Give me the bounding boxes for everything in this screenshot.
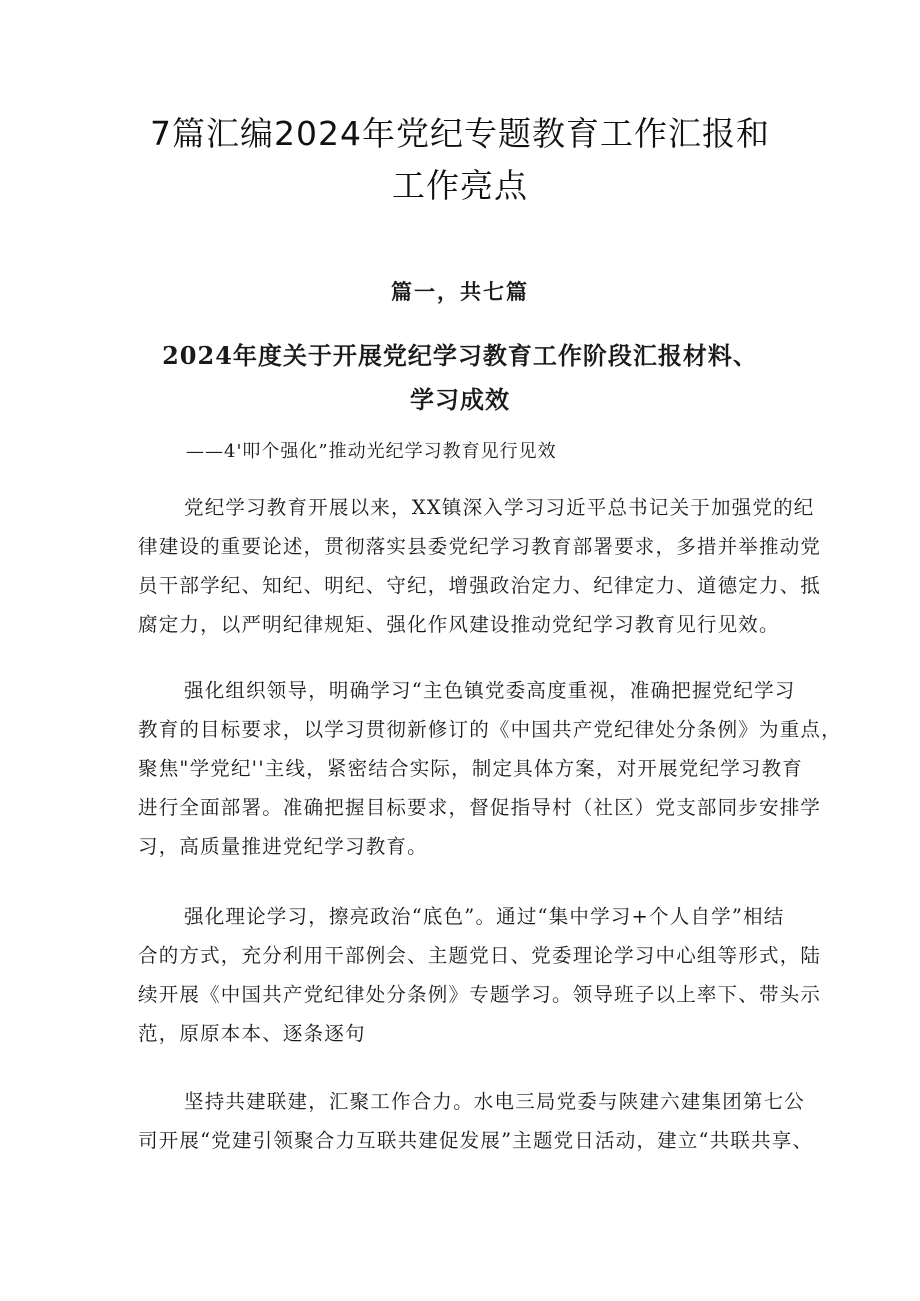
- part-label: 篇一，共七篇: [391, 279, 529, 304]
- paragraph-line: 司开展“党建引领聚合力互联共建促发展”主题党日活动，建立“共联共享、: [138, 1129, 814, 1152]
- paragraph-line: 范，原原本本、逐条逐句: [138, 1022, 366, 1045]
- subtitle-line: 学习成效: [410, 385, 510, 414]
- paragraph-line: 续开展《中国共产党纪律处分条例》专题学习。领导班子以上率下、带头示: [138, 983, 822, 1006]
- subtitle-line: 2024年度关于开展党纪学习教育工作阶段汇报材料、: [162, 341, 758, 370]
- paragraph-line: 进行全面部署。准确把握目标要求，督促指导村（社区）党支部同步安排学: [138, 796, 822, 819]
- body-paragraph: [138, 1082, 814, 1160]
- section-subtitle: [140, 334, 780, 422]
- body-paragraph: [138, 488, 822, 644]
- paragraph-line: 腐定力，以严明纪律规矩、强化作风建设推动党纪学习教育见行见效。: [138, 613, 780, 636]
- paragraph-line: 合的方式，充分利用干部例会、主题党日、党委理论学习中心组等形式，陆: [138, 944, 822, 967]
- title-line: 工作亮点: [392, 166, 528, 205]
- byline: ——4'叩个强化”推动光纪学习教育见行见效: [186, 441, 557, 462]
- paragraph-line: 党纪学习教育开展以来，XX镇深入学习习近平总书记关于加强党的纪: [184, 496, 815, 519]
- body-paragraph: [138, 897, 822, 1053]
- paragraph-line: 强化组织领导，明确学习“主色镇党委高度重视，准确把握党纪学习: [184, 679, 796, 702]
- paragraph-line: 强化理论学习，擦亮政治“底色”。通过“集中学习+个人自学”相结: [184, 905, 785, 928]
- paragraph-line: 律建设的重要论述，贯彻落实县委党纪学习教育部署要求，多措并举推动党: [138, 535, 822, 558]
- title-line: 7篇汇编2024年党纪专题教育工作汇报和: [150, 114, 770, 153]
- paragraph-line: 习，高质量推进党纪学习教育。: [138, 835, 428, 858]
- paragraph-line: 员干部学纪、知纪、明纪、守纪，增强政治定力、纪律定力、道德定力、抵: [138, 574, 822, 597]
- document-title: [100, 108, 820, 212]
- paragraph-line: 坚持共建联建，汇聚工作合力。水电三局党委与陕建六建集团第七公: [184, 1090, 806, 1113]
- paragraph-line: 教育的目标要求，以学习贯彻新修订的《中国共产党纪律处分条例》为重点，: [138, 718, 842, 741]
- body-paragraph: [138, 671, 842, 866]
- paragraph-line: 聚焦"学党纪''主线，紧密结合实际，制定具体方案，对开展党纪学习教育: [138, 757, 803, 780]
